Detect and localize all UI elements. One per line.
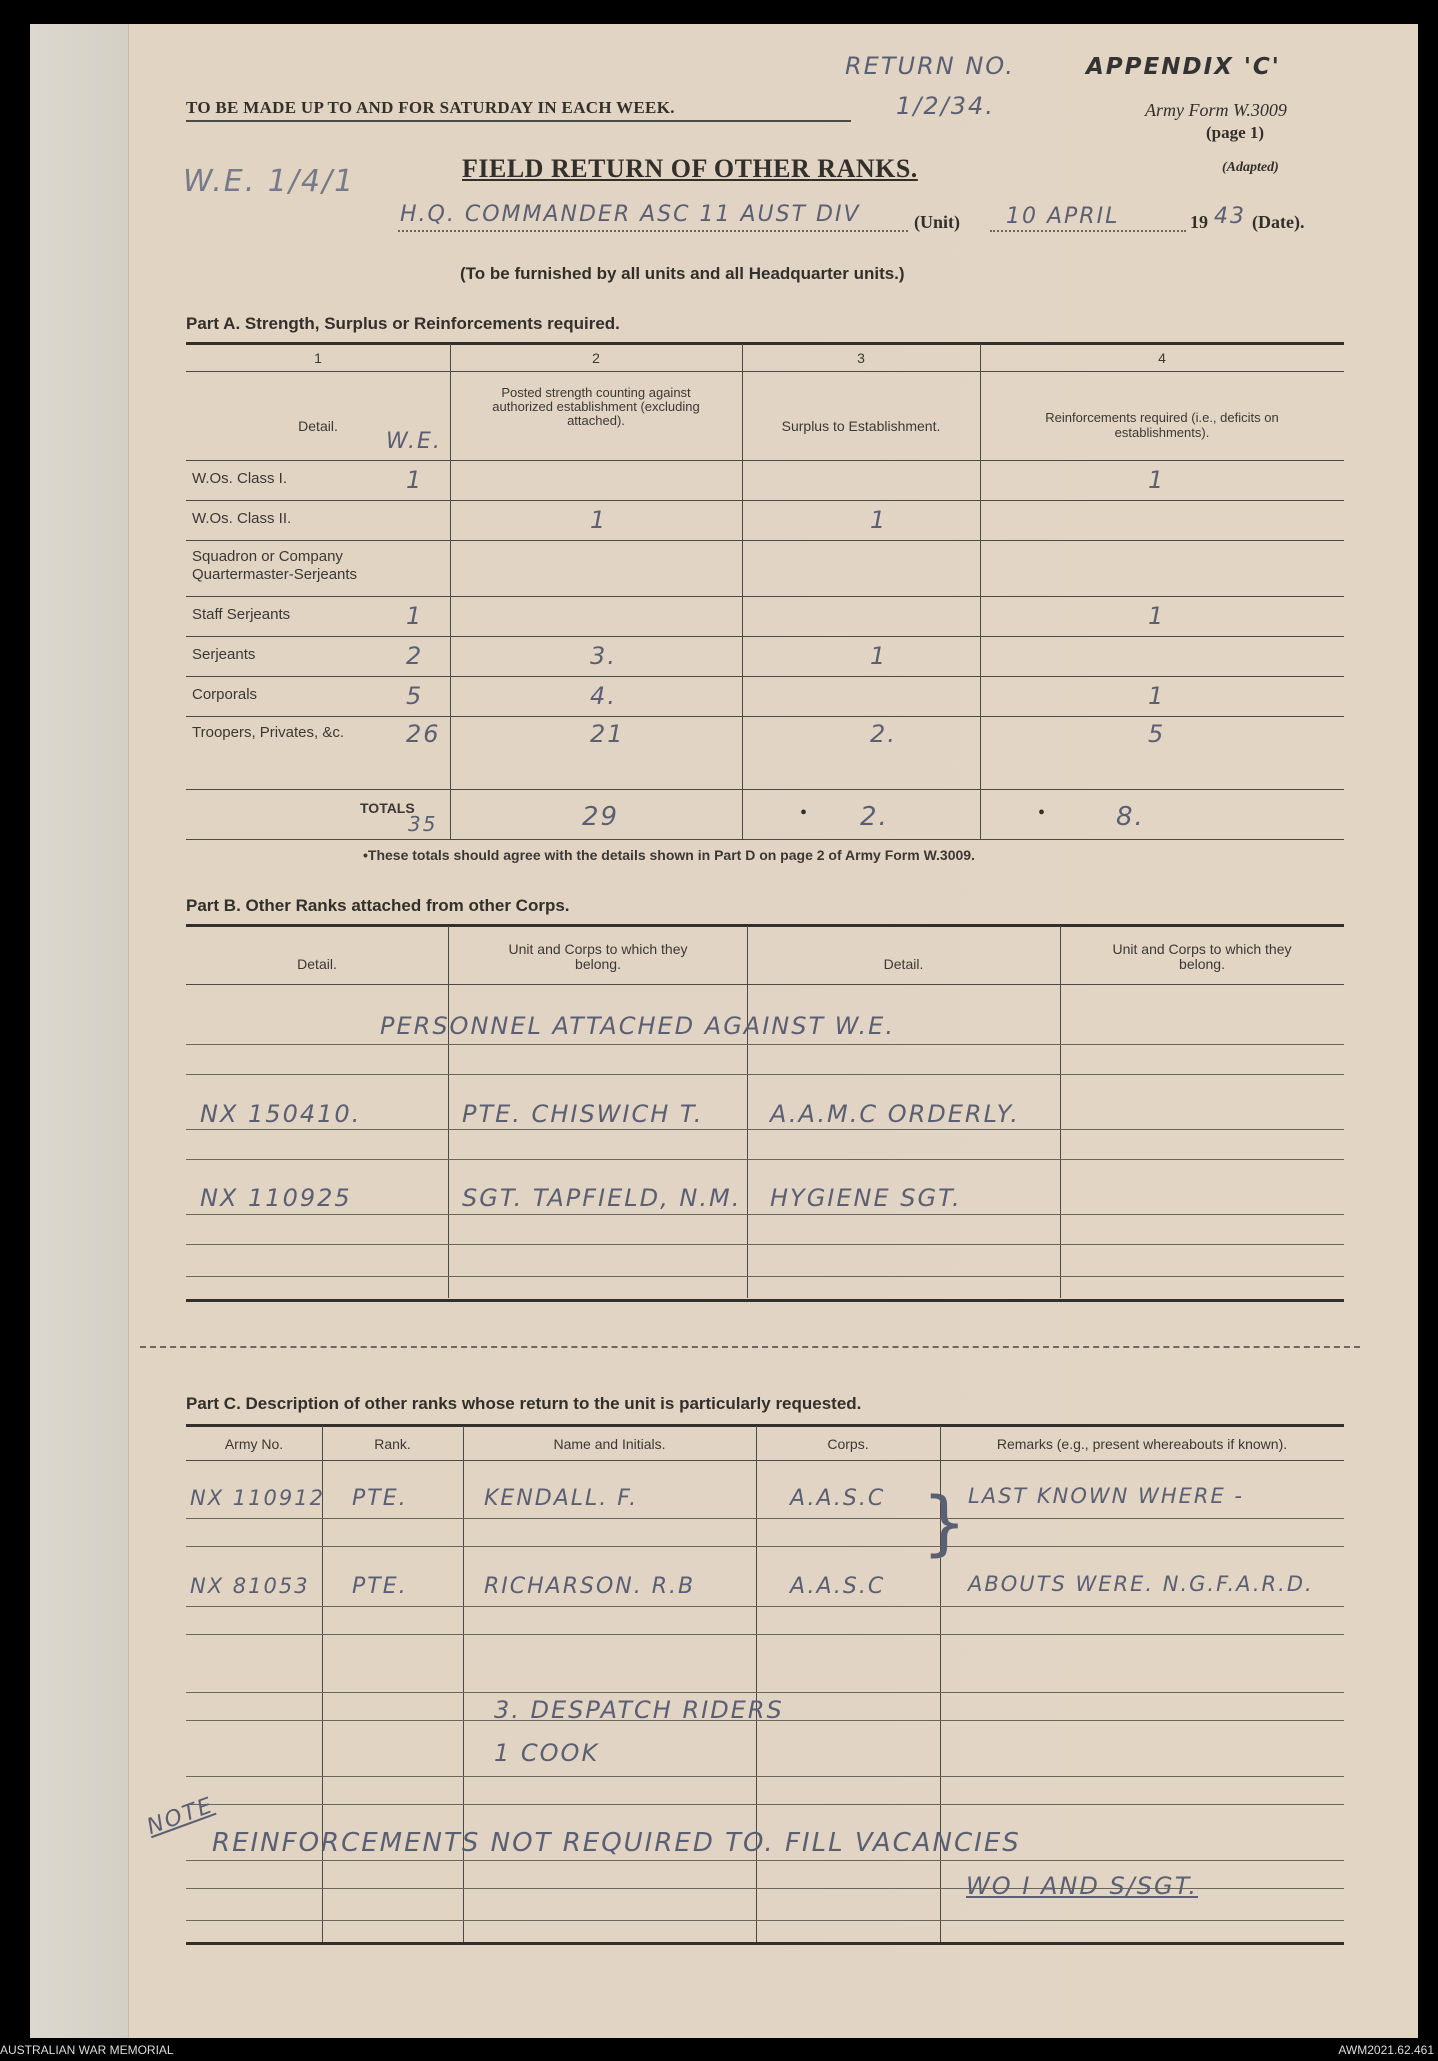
totals-posted: 29 (582, 802, 620, 832)
part-a-row-posted: 1 (590, 506, 608, 534)
part-b-ruled-line (186, 1159, 1344, 1160)
part-c-row-army-no: NX 110912 (190, 1486, 325, 1510)
unit-value: H.Q. COMMANDER ASC 11 AUST DIV (400, 202, 861, 227)
part-c-header-rank: Rank. (374, 1436, 411, 1452)
totals-surplus-mark: • (800, 802, 808, 824)
part-a-footnote: •These totals should agree with the details shown in Part D on page 2 of Army Form W.3009. (363, 847, 975, 863)
extra-line-2: 1 COOK (494, 1739, 600, 1767)
footer-accession: AWM2021.62.461 (1338, 2043, 1434, 2057)
part-c-ruled-line (186, 1606, 1344, 1607)
part-c-ruled-line (186, 1920, 1344, 1921)
part-b-ruled-line (186, 1129, 1344, 1130)
part-c-row-corps: A.A.S.C (790, 1486, 886, 1511)
part-a-row-rule (186, 500, 1344, 501)
part-a-row-surplus: 1 (870, 642, 888, 670)
part-b-row-detail: NX 110925 (200, 1184, 352, 1212)
part-c-ruled-line (186, 1692, 1344, 1693)
part-a-row-we: 2 (406, 642, 424, 670)
part-a-row-posted: 4. (590, 682, 617, 710)
army-form-number: Army Form W.3009 (1145, 100, 1287, 120)
part-b-ruled-line (186, 1074, 1344, 1075)
part-b-row-detail: NX 150410. (200, 1100, 362, 1128)
part-b-ruled-line (186, 1044, 1344, 1045)
part-a-col4-num: 4 (1158, 350, 1166, 366)
extra-line-1: 3. DESPATCH RIDERS (494, 1696, 784, 1724)
part-a-row-detail: Corporals (192, 686, 258, 703)
part-b-header-detail-1: Detail. (297, 956, 337, 972)
part-c-ruled-line (186, 1634, 1344, 1635)
part-a-header-detail: Detail. (298, 418, 338, 434)
part-a-row-detail: W.Os. Class II. (192, 510, 292, 527)
part-a-header-posted: Posted strength counting against authorized establishment (excluding attached). (492, 385, 700, 428)
form-page (30, 24, 1418, 2038)
part-a-col2-num: 2 (592, 350, 600, 366)
part-c-row-corps: A.A.S.C (790, 1574, 886, 1599)
note-label: NOTE (143, 1792, 218, 1841)
part-a-row-rule (186, 676, 1344, 677)
part-c-row-remarks: ABOUTS WERE. N.G.F.A.R.D. (968, 1572, 1314, 1596)
return-no-label: RETURN NO. (845, 52, 1015, 80)
part-a-row-reinf: 1 (1148, 602, 1166, 630)
part-c-heading: Part C. Description of other ranks whose return to the unit is particularly requested. (186, 1394, 862, 1413)
part-a-row-detail: Serjeants (192, 646, 256, 663)
adapted-label: (Adapted) (1222, 160, 1279, 175)
part-b-row-detail-2: HYGIENE SGT. (770, 1184, 962, 1212)
part-b-header-detail-2: Detail. (883, 956, 924, 972)
part-c-row-name: KENDALL. F. (484, 1486, 639, 1511)
instruction-text: TO BE MADE UP TO AND FOR SATURDAY IN EACH WEEK. (186, 98, 675, 117)
totals-surplus: 2. (860, 802, 889, 832)
part-a-header-reinf: Reinforcements required (i.e., deficits on establishments). (1045, 410, 1279, 440)
perforation-line (140, 1346, 1360, 1348)
remarks-brace: } (922, 1482, 967, 1564)
part-a-row-detail: Squadron or Company Quartermaster-Serjeants (192, 548, 358, 583)
backing-strip (30, 24, 129, 2038)
totals-reinf-mark: • (1038, 802, 1046, 824)
page-indicator: (page 1) (1206, 123, 1265, 142)
part-a-row-detail: Troopers, Privates, &c. (192, 724, 344, 741)
part-a-row-rule (186, 596, 1344, 597)
part-c-ruled-line (186, 1546, 1344, 1547)
part-b-row-unit: PTE. CHISWICH T. (462, 1100, 704, 1128)
totals-label: TOTALS (360, 800, 415, 816)
part-c-row-rank: PTE. (352, 1486, 408, 1511)
part-a-row-detail: W.Os. Class I. (192, 470, 288, 487)
part-a-row-we: 26 (406, 720, 441, 748)
we-reference: W.E. 1/4/1 (183, 164, 356, 199)
part-c-ruled-line (186, 1804, 1344, 1805)
part-b-ruled-line (186, 1276, 1344, 1277)
part-b-row-detail-2: A.A.M.C ORDERLY. (770, 1100, 1020, 1128)
part-a-row-we: 5 (406, 682, 424, 710)
totals-we: 35 (408, 812, 438, 836)
part-a-header-surplus: Surplus to Establishment. (781, 418, 941, 434)
part-c-ruled-line (186, 1776, 1344, 1777)
note-text-2: WO I AND S/SGT. (966, 1872, 1199, 1900)
subtitle: (To be furnished by all units and all Headquarter units.) (460, 264, 905, 283)
date-label: (Date). (1252, 212, 1305, 232)
part-c-row-army-no: NX 81053 (190, 1574, 310, 1598)
part-b-header-unit-1: Unit and Corps to which they belong. (508, 941, 688, 972)
part-a-row-surplus: 1 (870, 506, 888, 534)
part-b-ruled-line (186, 1214, 1344, 1215)
part-a-heading: Part A. Strength, Surplus or Reinforcements required. (186, 314, 620, 333)
part-c-row-remarks: LAST KNOWN WHERE - (968, 1484, 1244, 1508)
part-a-row-posted: 21 (590, 720, 625, 748)
part-a-row-surplus: 2. (870, 720, 897, 748)
note-text: REINFORCEMENTS NOT REQUIRED TO. FILL VACANCIES (212, 1828, 1021, 1858)
footer-credit: AUSTRALIAN WAR MEMORIAL (0, 2043, 174, 2057)
year-value: 43 (1214, 204, 1246, 229)
part-b-ruled-line (186, 1244, 1344, 1245)
part-a-row-reinf: 1 (1148, 682, 1166, 710)
part-a-row-posted: 3. (590, 642, 617, 670)
part-b-header-unit-2: Unit and Corps to which they belong. (1112, 941, 1292, 972)
part-c-header-army-no: Army No. (224, 1436, 284, 1452)
part-a-row-reinf: 1 (1148, 466, 1166, 494)
part-a-row-rule (186, 716, 1344, 717)
part-a-row-rule (186, 540, 1344, 541)
part-a-col1-num: 1 (314, 350, 322, 366)
year-prefix: 19 (1190, 212, 1208, 232)
return-no-value: 1/2/34. (896, 92, 995, 120)
part-a-row-detail: Staff Serjeants (192, 606, 291, 623)
form-title: FIELD RETURN OF OTHER RANKS. (462, 154, 918, 183)
part-b-row-unit: SGT. TAPFIELD, N.M. (462, 1184, 742, 1212)
part-c-ruled-line (186, 1518, 1344, 1519)
part-a-row-reinf: 5 (1148, 720, 1166, 748)
unit-label: (Unit) (914, 212, 960, 232)
totals-reinf: 8. (1116, 802, 1145, 832)
part-c-header-name: Name and Initials. (553, 1436, 666, 1452)
part-b-heading: Part B. Other Ranks attached from other Corps. (186, 896, 570, 915)
part-a-row-we: 1 (406, 602, 424, 630)
part-b-note: PERSONNEL ATTACHED AGAINST W.E. (380, 1012, 895, 1040)
part-c-header-corps: Corps. (827, 1436, 869, 1452)
part-a-col3-num: 3 (857, 350, 865, 366)
part-a-row-we: 1 (406, 466, 424, 494)
appendix-note: APPENDIX 'C' (1086, 54, 1281, 80)
part-c-row-name: RICHARSON. R.B (484, 1574, 696, 1599)
part-c-row-rank: PTE. (352, 1574, 408, 1599)
part-a-row-rule (186, 636, 1344, 637)
we-column-label: W.E. (386, 429, 442, 454)
date-value: 10 APRIL (1006, 204, 1120, 229)
part-c-ruled-line (186, 1860, 1344, 1861)
part-c-header-remarks: Remarks (e.g., present whereabouts if known). (996, 1436, 1288, 1452)
